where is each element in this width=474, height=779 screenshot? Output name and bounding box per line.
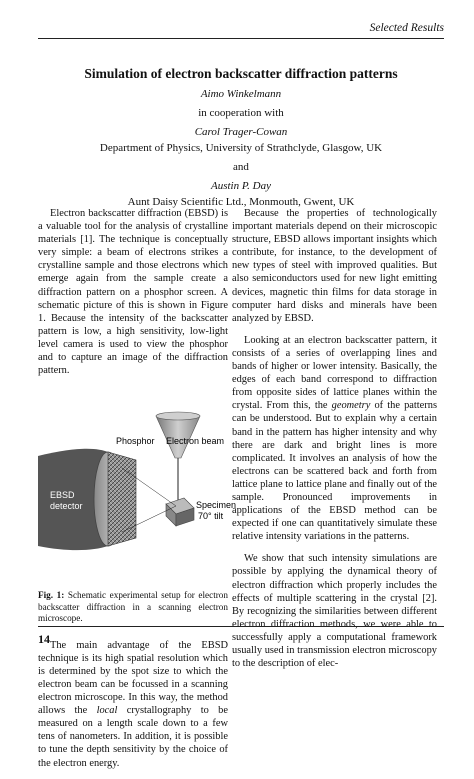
ebsd-setup-diagram — [38, 386, 237, 586]
affiliation: Aunt Daisy Scientific Ltd., Monmouth, Gwent, UK — [127, 196, 355, 208]
body-paragraph: We show that such intensity simulations are possible by applying the dynamical theory of electron diffraction which properly includes the effects of multiple scattering in the crystal [2]. By recognizing the similarities between different electron diffraction methods, we were able to successfully apply a computational framework usually used in transmission electron microscopy to the description of elec- — [232, 553, 437, 670]
figure-1 — [38, 386, 237, 586]
caption-label: Fig. 1: — [38, 590, 65, 601]
running-head: Selected Results — [369, 22, 444, 34]
author-name: Austin P. Day — [211, 180, 271, 192]
label-detector: EBSD — [50, 490, 75, 501]
right-column — [232, 207, 437, 679]
body-paragraph: Because the properties of technologically important materials depend on their microscopic structure, EBSD allows important insights which contribute, for instance, to the development of new types of steel with improved qualities. But also semiconductors used for new light emitting devices, magnetic thin films for data storage in computer hard disks and minerals have been analyzed by EBSD. — [232, 208, 437, 324]
author-name: Carol Trager-Cowan — [194, 126, 288, 138]
left-column — [38, 207, 237, 779]
figure-caption — [38, 590, 228, 625]
affiliation: Department of Physics, University of Strathclyde, Glasgow, UK — [99, 142, 383, 154]
label-detector: detector — [50, 501, 83, 512]
author-block — [38, 86, 444, 210]
conjunction: and — [233, 161, 249, 173]
header-rule — [38, 38, 444, 39]
page-number: 14 — [38, 632, 50, 646]
cooperation-note: in cooperation with — [198, 107, 284, 119]
author-name: Aimo Winkelmann — [200, 88, 282, 100]
label-tilt: 70° tilt — [198, 511, 224, 522]
label-electron-beam: Electron beam — [166, 436, 225, 447]
label-phosphor: Phosphor — [116, 436, 155, 447]
body-paragraph: Looking at an electron backscatter pattern, it consists of a series of overlapping lines and bands of higher or lower intensity. Basically, the edges of each band correspond to diffraction from opposite sides of lattice planes within the crystal. From this, the geometry of the patterns can be understood. But to explain why a certain band in the pattern has higher intensity and why there are dark and bright lines is more complicated. It involves an analysis of how the electrons can be scattered back and forth from lattice plane to lattice plane and finally out of the sample. Pronounced improvements in applications of the EBSD method can be expected if one can quantitatively simulate these relative intensity variations in the patterns. — [232, 334, 437, 543]
body-paragraph: Electron backscatter diffraction (EBSD) is a valuable tool for the analysis of crystalline materials [1]. The technique is conceptually very simple: a beam of electrons strikes a crystalline sample and those electrons which emerge again from the sample create a diffraction pattern on a phosphor screen. A schematic picture of this is shown in Figure 1. Because the intensity of the backscatter pattern is low, a high sensitivity, low-light level camera is used to view the phosphor and to capture an image of the diffraction pattern. — [38, 208, 228, 377]
body-paragraph: The main advantage of the EBSD technique is its high spatial resolution which is determined by the spot size to which the electron beam can be focussed in a scanning electron microscope. In this way, the method allows the local crystallography to be measured on a length scale down to a few tens of nanometers. In addition, it is possible to tune the depth sensitivity by the choice of the electron energy. — [38, 639, 228, 769]
caption-text: Schematic experimental setup for electron backscatter diffraction in a scanning electron microscope. — [38, 590, 228, 624]
footer-rule — [38, 626, 444, 627]
label-specimen: Specimen — [196, 500, 237, 511]
article-title: Simulation of electron backscatter diffraction patterns — [84, 66, 398, 81]
